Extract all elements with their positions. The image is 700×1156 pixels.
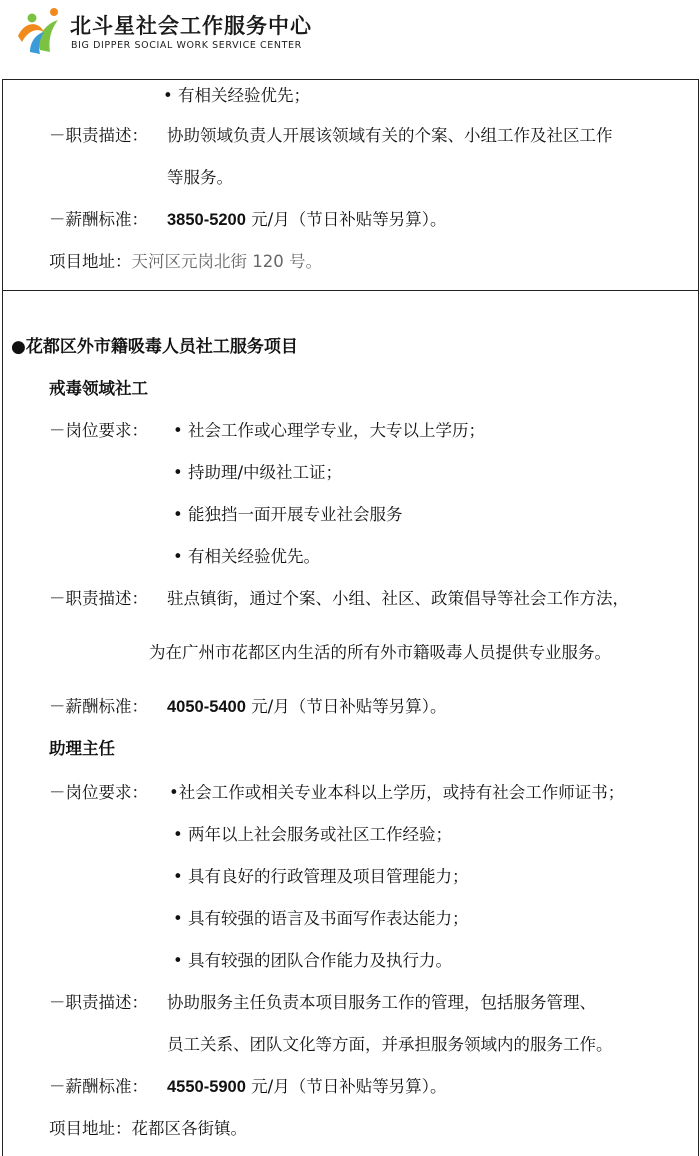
- org-name-en: BIG DIPPER SOCIAL WORK SERVICE CENTER: [71, 40, 302, 51]
- address-value: 花都区各街镇。: [131, 1119, 247, 1138]
- requirement-item: • 能独挡一面开展专业社会服务: [173, 505, 403, 524]
- salary-range: 4550-5900: [167, 1078, 246, 1096]
- requirement-label: －岗位要求：: [49, 783, 148, 802]
- salary-label: －薪酬标准：: [49, 210, 148, 229]
- duty-label: －职责描述：: [49, 993, 148, 1012]
- salary-range: 4050-5400: [167, 698, 246, 716]
- address-line: [49, 250, 322, 274]
- requirement-item: • 具有较强的团队合作能力及执行力。: [173, 951, 452, 970]
- job-block-1: [2, 79, 699, 291]
- requirement-item: •社会工作或相关专业本科以上学历，或持有社会工作师证书；: [169, 783, 625, 802]
- duty-label: －职责描述：: [49, 126, 148, 145]
- salary-value: [167, 695, 446, 719]
- duty-text: 等服务。: [167, 168, 233, 187]
- requirement-item: • 具有良好的行政管理及项目管理能力；: [173, 867, 469, 886]
- salary-unit: 元/月（节日补贴等另算）。: [251, 1077, 447, 1096]
- address-label: 项目地址：: [49, 252, 132, 271]
- duty-text: 协助领域负责人开展该领域有关的个案、小组工作及社区工作: [167, 126, 613, 145]
- position-title: 助理主任: [49, 739, 115, 758]
- requirement-item: • 两年以上社会服务或社区工作经验；: [173, 825, 452, 844]
- salary-value: [167, 1075, 446, 1099]
- duty-text: 员工关系、团队文化等方面，并承担服务领域内的服务工作。: [167, 1035, 613, 1054]
- requirement-item: • 有相关经验优先。: [173, 547, 320, 566]
- requirement-item: • 具有较强的语言及书面写作表达能力；: [173, 909, 469, 928]
- page-header: [0, 0, 700, 80]
- requirement-label: －岗位要求：: [49, 421, 148, 440]
- salary-unit: 元/月（节日补贴等另算）。: [251, 210, 447, 229]
- job-block-2: [2, 290, 699, 1156]
- salary-range: 3850-5200: [167, 211, 246, 229]
- project-title: ●花都区外市籍吸毒人员社工服务项目: [11, 337, 298, 357]
- address-label: 项目地址：: [49, 1119, 132, 1138]
- salary-unit: 元/月（节日补贴等另算）。: [251, 697, 447, 716]
- org-name: 北斗星社会工作服务中心: [70, 14, 312, 38]
- position-title: 戒毒领域社工: [49, 379, 148, 398]
- salary-value: [167, 208, 446, 232]
- duty-text: 驻点镇街，通过个案、小组、社区、政策倡导等社会工作方法，: [167, 589, 629, 608]
- requirement-item: • 有相关经验优先；: [163, 86, 310, 105]
- requirement-item: • 持助理/中级社工证；: [173, 463, 343, 482]
- salary-label: －薪酬标准：: [49, 1077, 148, 1096]
- salary-label: －薪酬标准：: [49, 697, 148, 716]
- requirement-item: • 社会工作或心理学专业，大专以上学历；: [173, 421, 485, 440]
- address-line: [49, 1117, 247, 1141]
- duty-text: 协助服务主任负责本项目服务工作的管理，包括服务管理、: [167, 993, 596, 1012]
- address-value: 天河区元岗北街 120 号。: [131, 252, 322, 271]
- big-dipper-logo-icon: [14, 6, 66, 56]
- duty-text: 为在广州市花都区内生活的所有外市籍吸毒人员提供专业服务。: [149, 643, 611, 662]
- duty-label: －职责描述：: [49, 589, 148, 608]
